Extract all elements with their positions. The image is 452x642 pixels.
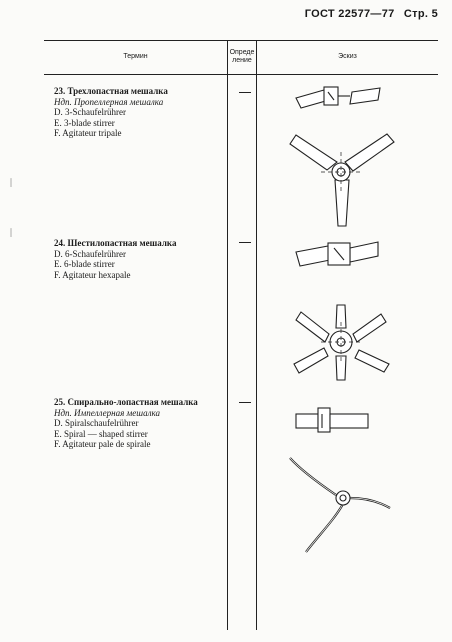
sketch-6-blade-top xyxy=(294,305,389,380)
term-french: F. Agitateur pale de spirale xyxy=(54,439,151,449)
page-header xyxy=(299,8,438,20)
term-title: 24. Шестилопастная мешалка xyxy=(54,238,177,248)
column-header-definition: Определение xyxy=(229,49,255,64)
term-french: F. Agitateur tripale xyxy=(54,128,122,138)
sketch-spiral-top xyxy=(290,458,390,552)
sketch-6-blade-side xyxy=(296,242,378,266)
column-header-sketch: Эскиз xyxy=(338,53,357,60)
term-german: D. 3-Schaufelrührer xyxy=(54,107,126,117)
margin-mark: ᛁ xyxy=(8,178,14,189)
standard-number: ГОСТ 22577—77 xyxy=(304,8,395,20)
sketch-3-blade-top xyxy=(290,134,394,226)
sketch-spiral-side xyxy=(296,408,368,432)
term-german: D. Spiralschaufelrührer xyxy=(54,418,139,428)
sketch-3-blade-side xyxy=(296,87,380,108)
term-german: D. 6-Schaufelrührer xyxy=(54,248,126,259)
term-french: F. Agitateur hexapale xyxy=(54,269,131,280)
term-english: E. 6-blade stirrer xyxy=(54,259,115,269)
margin-mark: ᛁ xyxy=(8,228,14,239)
term-english: E. 3-blade stirrer xyxy=(54,117,115,128)
page-number: Стр. 5 xyxy=(403,8,438,20)
term-not-allowed: Ндп. Импеллерная мешалка xyxy=(54,407,160,418)
terms-table xyxy=(44,40,438,630)
term-title: 23. Трехлопастная мешалка xyxy=(54,86,168,96)
term-not-allowed: Ндп. Пропеллерная мешалка xyxy=(54,96,164,107)
term-title: 25. Спирально-лопастная мешалка xyxy=(54,397,198,407)
term-english: E. Spiral — shaped stirrer xyxy=(54,428,148,439)
column-header-term: Термин xyxy=(123,53,148,60)
sketch-drawings xyxy=(44,40,438,630)
